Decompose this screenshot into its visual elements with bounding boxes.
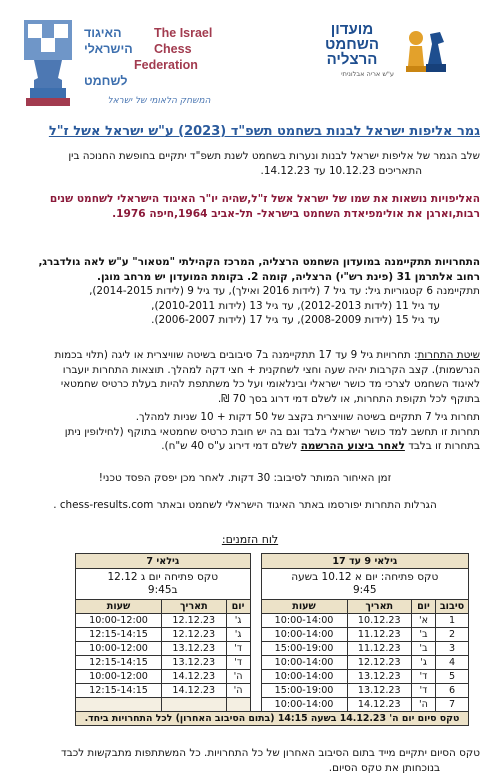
group-b-date: 14.12.23: [162, 670, 226, 684]
chess-pieces-icon: [404, 26, 448, 74]
round-number: 2: [436, 628, 469, 642]
group-b-date: 12.12.23: [162, 628, 226, 642]
table-row: [76, 684, 469, 698]
table-row: [76, 670, 469, 684]
federation-english-line1: The Israel: [154, 26, 213, 40]
method-line-3: לאיגוד השחמט לצרכי מד כושר ישראלי ובינלאומי ועל כל משתתפת להיות בעלת כרטיס שחמטאי: [60, 378, 480, 390]
round-number: 4: [436, 656, 469, 670]
group-b-opening-line2: ב9:45: [147, 584, 178, 596]
group-a-day: ד': [411, 670, 435, 684]
schedule-column-header-row: [76, 600, 469, 614]
venue-paragraph: [10, 255, 480, 284]
round-number: 6: [436, 684, 469, 698]
group-b-day: [226, 698, 250, 712]
group-a-date: 13.12.23: [347, 684, 411, 698]
closing-paragraph: [10, 746, 480, 775]
group-a-hours: 10:00-14:00: [261, 628, 347, 642]
method-label: שיטת התחרות: [417, 349, 480, 361]
group-a-day: א': [411, 614, 435, 628]
method-line-6: תחרות זו תחשב למד כושר ישראלי בלבד וגם בה יש חובת כרטיס שחמטאי בתוקף (לחילופין ניתן: [64, 425, 480, 438]
venue-line-2: רחוב אלתרמן 31 (פינת רש"י) הרצליה, קומה 2. בקומת המועדון יש מרחב מוגן.: [97, 270, 480, 283]
delay-notice: זמן האיחור המותר לסיבוב: 30 דקות. לאחר מכן יפסק הפסד טכני!: [98, 472, 392, 484]
method-line-7: [10, 439, 480, 454]
table-row: [76, 614, 469, 628]
club-name: [302, 22, 402, 67]
group-a-opening-line2: 9:45: [352, 584, 377, 596]
group-b-hours: 12:15-14:15: [76, 656, 162, 670]
table-separator: [250, 670, 261, 684]
group-a-opening-line1: טקס פתיחה: יום א 10.12 בשעה: [291, 571, 439, 583]
group-a-hours: 15:00-19:00: [261, 684, 347, 698]
round-number: 1: [436, 614, 469, 628]
categories-paragraph: [10, 284, 480, 328]
table-row: [76, 628, 469, 642]
intro-line-2: התאריכים 10.12.23 עד 14.12.23.: [260, 164, 422, 177]
schedule-title: לוח הזמנים:: [221, 533, 279, 546]
group-b-date: 13.12.23: [162, 656, 226, 670]
method-text-1: : תחרויות גיל 9 עד 17 תתקיימנה ב7 סיבובים בשיטה שוויצרית או ליגה (תלוי בכמות: [54, 349, 418, 361]
col-round-header: סיבוב: [436, 600, 469, 614]
method-registration-note: לאחר ביצוע ההרשמה: [300, 440, 405, 452]
memorial-line-1: האליפויות נושאות את שמו של ישראל אשל ז"ל,שהיה יו"ר האיגוד הישראלי לשחמט שנים: [49, 193, 480, 205]
table-separator: [250, 684, 261, 698]
group-a-day: ב': [411, 628, 435, 642]
method-line-2: הנרשמות). קצב הקרבות יהיה שעה וחצי לשחקנית + חצי דקה למהלך. תוצאות התחרות יועברו: [62, 363, 480, 376]
club-name-line2: השחמט: [325, 36, 379, 53]
group-a-day: ד': [411, 684, 435, 698]
closing-line-2: בנוכחותן את טקס הסיום.: [328, 761, 440, 774]
group-a-hours: 15:00-19:00: [261, 642, 347, 656]
federation-english-line3: Federation: [134, 58, 198, 72]
group-a-hours: 10:00-14:00: [261, 670, 347, 684]
group-b-day: ה': [226, 670, 250, 684]
group-b-date: 13.12.23: [162, 642, 226, 656]
group-a-hours: 10:00-14:00: [261, 656, 347, 670]
col-a-hours-header: שעות: [261, 600, 347, 614]
group-b-date: [162, 698, 226, 712]
club-subtitle: ע"ש אריה אבלוניתי: [341, 70, 394, 78]
group-b-day: ה': [226, 684, 250, 698]
table-separator: [250, 554, 261, 600]
group-b-day: ד': [226, 656, 250, 670]
table-separator: [250, 628, 261, 642]
table-row: [76, 698, 469, 712]
venue-line-1: התחרויות תתקיימנה במועדון השחמט הרצליה, המרכז הקהילתי "מטאור" ע"ש לאה גולדברג,: [38, 256, 480, 268]
group-b-day: ג': [226, 614, 250, 628]
group-b-hours: 10:00-12:00: [76, 642, 162, 656]
schedule-group-header-row: [76, 554, 469, 569]
table-separator: [250, 614, 261, 628]
method-line-1: [10, 348, 480, 363]
federation-hebrew-line2: הישראלי: [84, 42, 133, 56]
federation-name: [84, 26, 234, 110]
group-a-date: 11.12.23: [347, 642, 411, 656]
group-a-date: 12.12.23: [347, 656, 411, 670]
group-a-hours: 10:00-14:00: [261, 614, 347, 628]
group-a-date: 10.12.23: [347, 614, 411, 628]
group-b-day: ד': [226, 642, 250, 656]
group-a-hours: 10:00-14:00: [261, 698, 347, 712]
group-a-day: ה': [411, 698, 435, 712]
method-line-4: בתוקף לכל תקופת התחרות, או לשלם דמי דרוג בסך 70 ₪.: [217, 392, 480, 405]
chess-rook-icon: [20, 18, 76, 108]
group-b-title: גילאי 7: [76, 554, 251, 569]
col-a-date-header: תאריך: [347, 600, 411, 614]
memorial-paragraph: [10, 192, 480, 221]
schedule-table: [75, 553, 469, 726]
round-number: 5: [436, 670, 469, 684]
round-number: 3: [436, 642, 469, 656]
table-separator: [250, 642, 261, 656]
col-b-hours-header: שעות: [76, 600, 162, 614]
group-b-hours: [76, 698, 162, 712]
method-text-7a: בתחרות זו בלבד: [404, 440, 480, 452]
pairings-notice: הגרלות התחרות יפורסמו באתר האיגוד הישראלי לשחמט ובאתר chess-results.com .: [53, 499, 437, 511]
table-row: [76, 642, 469, 656]
schedule-opening-row: [76, 569, 469, 600]
page-title: גמר אליפות ישראל לבנות בשחמט תשפ"ד (2023) ע"ש ישראל אשל ז"ל: [48, 124, 480, 139]
group-b-opening-line1: טקס פתיחה יום ג 12.12: [107, 571, 219, 583]
group-a-date: 13.12.23: [347, 670, 411, 684]
categories-line-2: עד גיל 11 (לידות 2012-2013), עד גיל 13 (לידות 2010-2011),: [151, 299, 440, 312]
table-separator: [250, 698, 261, 712]
group-b-date: 14.12.23: [162, 684, 226, 698]
col-a-day-header: יום: [411, 600, 435, 614]
table-separator: [250, 600, 261, 614]
group-a-date: 11.12.23: [347, 628, 411, 642]
group-b-hours: 10:00-12:00: [76, 614, 162, 628]
club-name-line3: הרצליה: [326, 51, 378, 68]
federation-hebrew-line1: האיגוד: [84, 26, 122, 40]
group-b-day: ג': [226, 628, 250, 642]
club-name-line1: מועדון: [330, 21, 374, 38]
federation-hebrew-line3: לשחמט: [84, 74, 128, 88]
federation-logo: [20, 10, 232, 110]
group-a-opening: [261, 569, 468, 600]
group-b-hours: 12:15-14:15: [76, 684, 162, 698]
federation-english-line2: Chess: [154, 42, 192, 56]
federation-slogan: המשחק הלאומי של ישראל: [107, 96, 211, 106]
method-text-7c: לשלם דמי דירוג ע"ס 40 ש"ח).: [161, 440, 301, 452]
group-a-title: גילאי 9 עד 17: [261, 554, 468, 569]
categories-line-3: עד גיל 15 (לידות 2008-2009), עד גיל 17 (לידות 2006-2007).: [151, 314, 440, 326]
group-b-hours: 10:00-12:00: [76, 670, 162, 684]
group-b-date: 12.12.23: [162, 614, 226, 628]
group-b-opening: [76, 569, 251, 600]
closing-line-1: טקס הסיום יתקיים מייד בתום הסיבוב האחרון של כל התחרויות. כל המשתתפות מתבקשות לכבד: [61, 747, 480, 759]
group-a-day: ב': [411, 642, 435, 656]
col-b-day-header: יום: [226, 600, 250, 614]
group-a-day: ג': [411, 656, 435, 670]
intro-paragraph: [10, 149, 480, 178]
schedule-footer-row: [76, 712, 469, 726]
intro-line-1: שלב הגמר של אליפות ישראל לבנות ונערות בשחמט לשנת תשפ"ד יתקיים בחופשת החנוכה בין: [68, 150, 480, 162]
table-separator: [250, 656, 261, 670]
group-b-hours: 12:15-14:15: [76, 628, 162, 642]
closing-ceremony-note: טקס סיום יום ה' 14.12.23 בשעה 14:15 (בתום הסיבוב האחרון) לכל התחרויות ביחד.: [76, 712, 469, 726]
method-line-5: תחרות גיל 7 תתקיים בשיטה שוויצרית בקצב של 50 דקות + 10 שניות למהלך.: [135, 411, 480, 423]
memorial-line-2: רבות,וארגן את אולימפיאדת השחמט בישראל- תל-אביב 1964,חיפה 1976.: [112, 207, 480, 220]
club-logo: [300, 22, 450, 82]
table-row: [76, 656, 469, 670]
round-number: 7: [436, 698, 469, 712]
categories-line-1: תתקיימנה 6 קטגוריות גיל: עד גיל 7 (לידות 2016 ואילך), עד גיל 9 (לידות 2014-2015),: [89, 285, 480, 297]
method-paragraph: [10, 348, 480, 454]
col-b-date-header: תאריך: [162, 600, 226, 614]
group-a-date: 14.12.23: [347, 698, 411, 712]
